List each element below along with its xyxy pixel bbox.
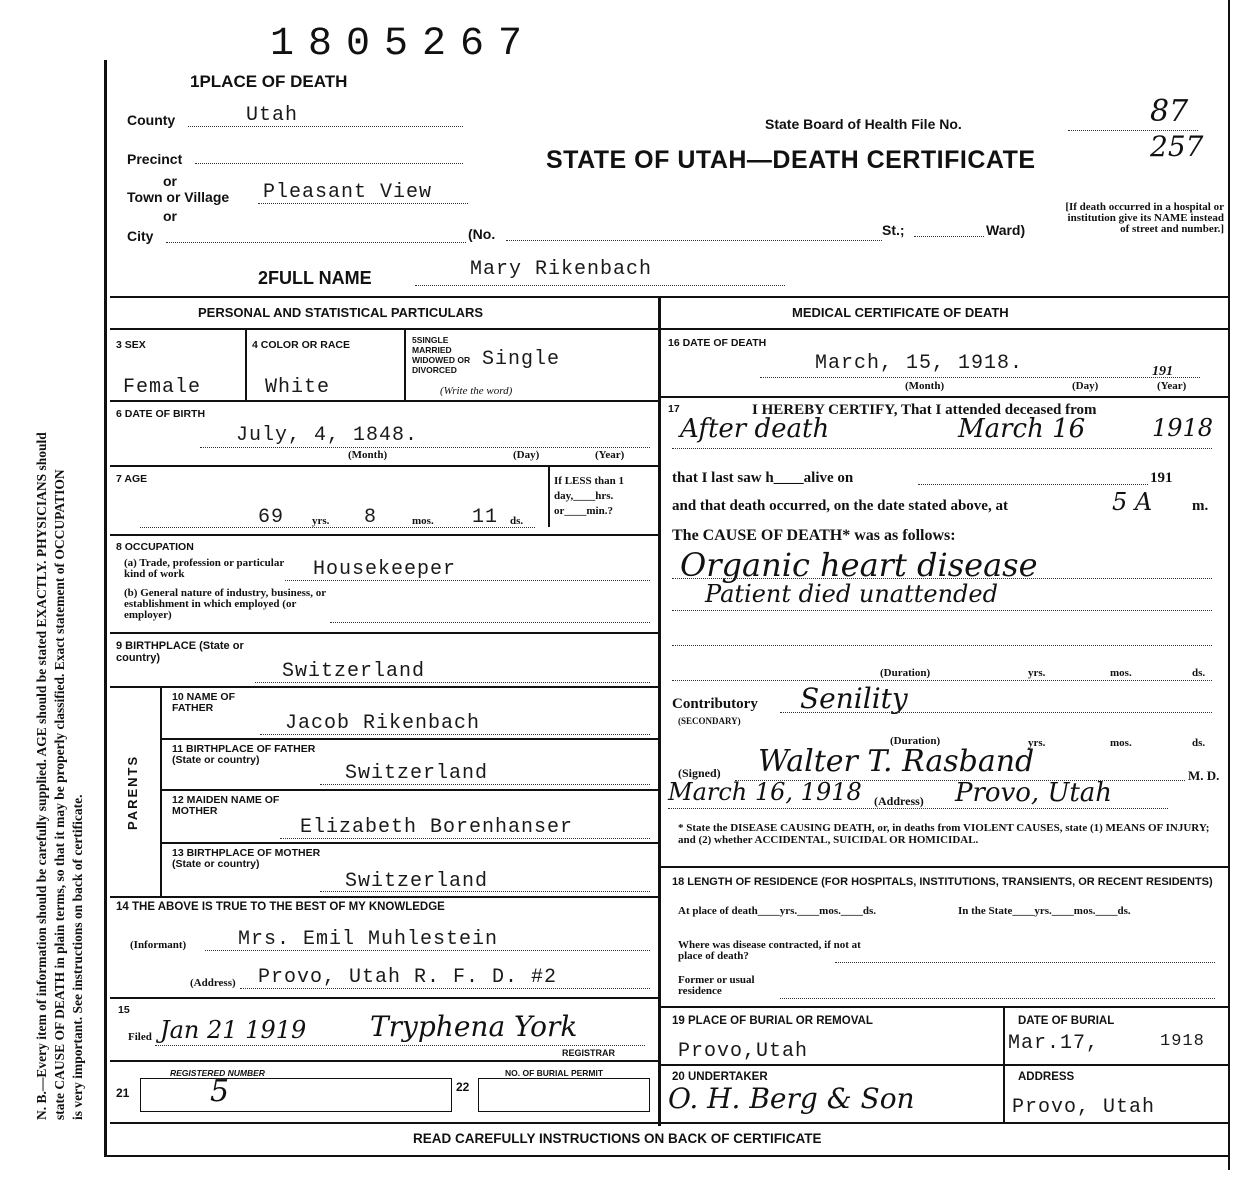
- disease-contracted-line: [835, 962, 1215, 963]
- dob-label: 6 DATE OF BIRTH: [116, 408, 206, 420]
- father-birthplace-label: 11 BIRTHPLACE OF FATHER (State or country): [172, 743, 316, 766]
- county-label: County: [127, 112, 176, 128]
- occurred-m: m.: [1192, 498, 1209, 514]
- full-name-label: 2FULL NAME: [258, 268, 372, 288]
- file-number: 87: [1150, 94, 1189, 129]
- duration-mos-2: mos.: [1110, 737, 1132, 749]
- burial-date-label: DATE OF BURIAL: [1018, 1015, 1115, 1027]
- father-bp-rule: [162, 789, 658, 791]
- undertaker-address-value: Provo, Utah: [1012, 1096, 1156, 1119]
- duration-mos-1: mos.: [1110, 667, 1132, 679]
- mother-rule: [162, 842, 658, 844]
- age-less-divider: [548, 467, 550, 527]
- father-label: 10 NAME OF FATHER: [172, 691, 236, 714]
- dod-label: 16 DATE OF DEATH: [668, 337, 767, 349]
- birthplace-value: Switzerland: [282, 660, 426, 683]
- certificate-number: 1805267: [270, 22, 537, 67]
- attended-year: 1918: [1152, 414, 1214, 442]
- signed-label: (Signed): [678, 766, 721, 780]
- age-years: 69: [258, 506, 285, 529]
- header-rule: [110, 296, 1228, 298]
- town-value: Pleasant View: [263, 181, 433, 204]
- occupation-b-label: (b) General nature of industry, business, or establishment in which employed (or employer): [124, 587, 326, 621]
- sex-label: 3 SEX: [116, 339, 146, 351]
- cause-note: Patient died unattended: [705, 580, 998, 608]
- informant-address-value: Provo, Utah R. F. D. #2: [258, 966, 558, 989]
- bottom-border: [104, 1155, 1230, 1157]
- row8-rule: [110, 632, 658, 634]
- precinct-line: [195, 163, 463, 164]
- personal-title-rule: [110, 328, 658, 330]
- file-number-secondary: 257: [1150, 130, 1204, 163]
- informant-address-label: (Address): [190, 977, 236, 989]
- mother-birthplace-value: Switzerland: [345, 870, 489, 893]
- dob-value: July, 4, 1848.: [236, 424, 419, 447]
- informant-line: [205, 950, 650, 951]
- informant-label: (Informant): [130, 939, 187, 951]
- informant-section-label: 14 THE ABOVE IS TRUE TO THE BEST OF MY KNOWLEDGE: [116, 901, 445, 913]
- dob-month-caption: (Month): [348, 449, 388, 461]
- marital-write-note: (Write the word): [440, 385, 513, 397]
- undertaker-label: 20 UNDERTAKER: [672, 1071, 768, 1083]
- attended-to: March 16: [958, 414, 1086, 444]
- cause-line-2: [672, 610, 1212, 611]
- row16-rule: [661, 396, 1228, 398]
- occurred-time: 5 A: [1112, 488, 1153, 516]
- row9-rule: [110, 686, 658, 688]
- filed-line: [155, 1045, 645, 1046]
- burial-date-year: 1918: [1160, 1032, 1205, 1051]
- registrar-label: REGISTRAR: [562, 1048, 616, 1058]
- marital-label: 5SINGLE MARRIED WIDOWED OR DIVORCED: [412, 335, 471, 375]
- secondary-label: (SECONDARY): [678, 716, 741, 726]
- mother-label: 12 MAIDEN NAME OF MOTHER: [172, 794, 280, 817]
- duration-label-1: (Duration): [880, 667, 931, 679]
- last-saw-line: [918, 484, 1148, 485]
- occupation-a-label: (a) Trade, profession or particular kind of work: [124, 557, 285, 580]
- duration-label-2: (Duration): [890, 735, 941, 747]
- right-border: [1228, 0, 1230, 1170]
- undertaker-value: O. H. Berg & Son: [668, 1082, 915, 1115]
- sex-value: Female: [123, 376, 202, 399]
- row18-rule: [661, 1006, 1228, 1008]
- occurred-text: and that death occurred, on the date stated above, at: [672, 498, 1008, 514]
- age-ds-caption: ds.: [510, 515, 524, 527]
- place-of-death-label: 1PLACE OF DEATH: [190, 72, 348, 91]
- reg-number-box: [140, 1078, 452, 1112]
- duration-yrs-2: yrs.: [1028, 737, 1046, 749]
- age-yrs-caption: yrs.: [312, 515, 330, 527]
- father-line: [260, 734, 650, 735]
- disease-contracted: Where was disease contracted, if not at place of death?: [678, 939, 861, 962]
- left-bottom-rule: [110, 1122, 1228, 1124]
- reg-number-prefix: 21: [116, 1086, 130, 1100]
- father-birthplace-line: [320, 784, 650, 785]
- footnote-rule: [661, 866, 1228, 868]
- occupation-line: [285, 580, 650, 581]
- residence-in-state: In the State____yrs.____mos.____ds.: [958, 905, 1131, 917]
- file-label: State Board of Health File No.: [765, 116, 962, 132]
- attended-from: After death: [680, 414, 830, 444]
- physician-address-value: Provo, Utah: [955, 778, 1113, 808]
- reg-number-label: REGISTERED NUMBER: [170, 1068, 265, 1078]
- left-border: [104, 60, 107, 1155]
- duration-yrs-1: yrs.: [1028, 667, 1046, 679]
- footnote: * State the DISEASE CAUSING DEATH, or, in deaths from VIOLENT CAUSES, state (1) MEANS OF INJURY; and (2) whether ACCIDENTAL, SUICIDAL OR HOMICIDAL.: [678, 822, 1210, 846]
- occupation-label: 8 OCCUPATION: [116, 541, 194, 553]
- marital-value: Single: [482, 348, 561, 371]
- row19-rule: [661, 1064, 1228, 1066]
- center-divider: [658, 298, 661, 1126]
- informant-address-line: [240, 988, 650, 989]
- duration-line-1: [672, 680, 1212, 681]
- row15-rule: [110, 1060, 658, 1062]
- age-months: 8: [364, 506, 378, 529]
- reg-number-value: 5: [210, 1074, 230, 1109]
- street-line: [506, 240, 882, 241]
- mother-birthplace-line: [320, 891, 650, 892]
- dod-year-caption: (Year): [1157, 380, 1187, 392]
- county-value: Utah: [246, 104, 299, 127]
- birthplace-line: [255, 682, 650, 683]
- attended-line: [672, 448, 1212, 449]
- cause-value: Organic heart disease: [680, 546, 1038, 584]
- dob-day-caption: (Day): [513, 449, 540, 461]
- contributory-line: [780, 712, 1212, 713]
- town-label: Town or Village: [127, 189, 230, 205]
- parents-bottom-rule: [110, 896, 658, 898]
- certificate-title: STATE OF UTAH—DEATH CERTIFICATE: [546, 146, 1036, 174]
- filed-value: Jan 21 1919: [160, 1016, 307, 1044]
- birthplace-label: 9 BIRTHPLACE (State or country): [116, 640, 244, 664]
- cause-line-1: [672, 578, 1212, 579]
- cause-label: The CAUSE OF DEATH* was as follows:: [672, 527, 956, 544]
- county-line: [188, 126, 463, 127]
- color-divider: [404, 330, 406, 400]
- city-line: [166, 242, 466, 243]
- age-label: 7 AGE: [116, 473, 148, 485]
- burial-label: 19 PLACE OF BURIAL OR REMOVAL: [672, 1015, 873, 1027]
- age-line: [140, 527, 535, 528]
- full-name-line: [415, 285, 785, 286]
- residence-label: 18 LENGTH OF RESIDENCE (FOR HOSPITALS, INSTITUTIONS, TRANSIENTS, OR RECENT RESIDENTS): [672, 876, 1213, 888]
- informant-value: Mrs. Emil Muhlestein: [238, 928, 499, 951]
- ward-label: Ward): [986, 222, 1026, 238]
- contributory-value: Senility: [800, 682, 908, 715]
- medical-title-rule: [661, 328, 1228, 330]
- hospital-note: [If death occurred in a hospital or institution give its NAME instead of street and number.]: [1065, 201, 1224, 235]
- registrar-signature: Tryphena York: [370, 1010, 578, 1043]
- or-label-2: or: [163, 208, 177, 224]
- dod-day-caption: (Day): [1072, 380, 1099, 392]
- dob-line: [200, 447, 650, 448]
- row14-rule: [110, 997, 658, 999]
- father-value: Jacob Rikenbach: [285, 712, 481, 735]
- undertaker-address-label: ADDRESS: [1018, 1071, 1075, 1083]
- cause-line-3: [672, 645, 1212, 646]
- burial-value: Provo,Utah: [678, 1040, 809, 1063]
- row7-rule: [110, 534, 658, 536]
- burial-permit-prefix: 22: [456, 1080, 470, 1094]
- ward-line: [914, 236, 984, 237]
- last-saw-text: that I last saw h____alive on: [672, 470, 854, 486]
- row6-rule: [110, 465, 658, 467]
- sidebar-instructions-line3: is very important. See instructions on back of certificate.: [70, 794, 85, 1120]
- father-birthplace-value: Switzerland: [345, 762, 489, 785]
- dob-year-caption: (Year): [595, 449, 625, 461]
- contributory-label: Contributory: [672, 696, 758, 712]
- dod-month-caption: (Month): [905, 380, 945, 392]
- dod-line: [760, 377, 1200, 378]
- mother-line: [280, 838, 650, 839]
- physician-address-line: [668, 808, 1168, 809]
- burial-permit-box: [478, 1078, 650, 1112]
- certify-number: 17: [668, 403, 680, 415]
- full-name-value: Mary Rikenbach: [470, 258, 653, 281]
- occupation-b-line: [330, 622, 650, 623]
- no-label: (No.: [468, 226, 496, 242]
- parents-divider: [160, 686, 162, 896]
- filed-label: Filed: [128, 1031, 152, 1043]
- or-label-1: or: [163, 173, 177, 189]
- footer-instructions: READ CAREFULLY INSTRUCTIONS ON BACK OF CERTIFICATE: [413, 1131, 822, 1146]
- residence-at-place: At place of death____yrs.____mos.____ds.: [678, 905, 876, 917]
- sex-divider: [245, 330, 247, 400]
- last-saw-191: 191: [1150, 470, 1173, 486]
- occupation-value: Housekeeper: [313, 558, 457, 581]
- color-label: 4 COLOR OR RACE: [252, 339, 351, 351]
- mother-value: Elizabeth Borenhanser: [300, 816, 574, 839]
- physician-address-label: (Address): [874, 794, 924, 808]
- md-label: M. D.: [1188, 768, 1220, 783]
- sidebar-instructions-line1: N. B.—Every item of information should be carefully supplied. AGE should be stated EXACTLY. PHYSICIANS should: [34, 432, 49, 1120]
- mother-birthplace-label: 13 BIRTHPLACE OF MOTHER (State or country): [172, 847, 321, 870]
- st-label: St.;: [882, 222, 905, 238]
- sidebar-instructions-line2: state CAUSE OF DEATH in plain terms, so that it may be properly classified. Exact statement of OCCUPATION: [52, 469, 67, 1120]
- age-mos-caption: mos.: [412, 515, 434, 527]
- city-label: City: [127, 228, 154, 244]
- father-rule: [162, 738, 658, 740]
- row3-rule: [110, 400, 658, 402]
- medical-section-title: MEDICAL CERTIFICATE OF DEATH: [792, 305, 1009, 320]
- burial-date-value: Mar.17,: [1008, 1032, 1100, 1055]
- age-days: 11: [472, 506, 499, 529]
- former-residence: Former or usual residence: [678, 974, 755, 997]
- certify-text: I HEREBY CERTIFY, That I attended deceased from: [752, 402, 1097, 418]
- duration-ds-1: ds.: [1192, 667, 1206, 679]
- signed-date: March 16, 1918: [668, 778, 862, 806]
- duration-ds-2: ds.: [1192, 737, 1206, 749]
- filed-number: 15: [118, 1004, 130, 1016]
- dod-191: 191: [1152, 364, 1173, 379]
- color-value: White: [265, 376, 331, 399]
- personal-section-title: PERSONAL AND STATISTICAL PARTICULARS: [198, 305, 484, 320]
- age-less-label: If LESS than 1 day,____hrs. or____min.?: [554, 475, 625, 517]
- precinct-label: Precinct: [127, 151, 183, 167]
- burial-permit-label: NO. OF BURIAL PERMIT: [505, 1068, 604, 1078]
- dod-value: March, 15, 1918.: [815, 352, 1024, 375]
- parents-label: PARENTS: [125, 754, 140, 830]
- signed-value: Walter T. Rasband: [758, 744, 1035, 779]
- former-residence-line: [780, 998, 1215, 999]
